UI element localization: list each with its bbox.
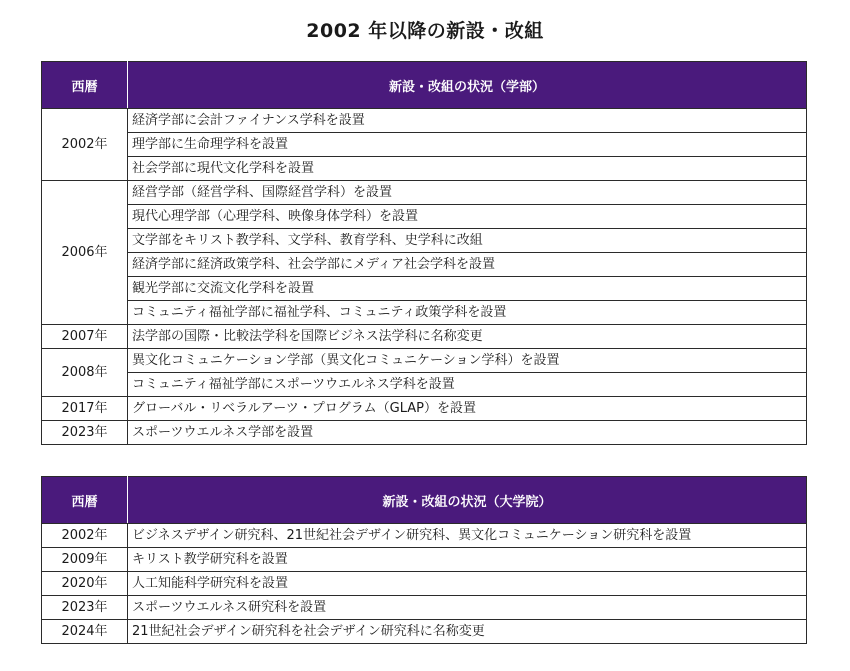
year-cell: 2023年 — [42, 421, 128, 445]
event-cell: 社会学部に現代文化学科を設置 — [128, 157, 807, 181]
event-cell: 現代心理学部（心理学科、映像身体学科）を設置 — [128, 205, 807, 229]
table-row — [42, 277, 807, 301]
table-row — [42, 325, 807, 349]
table-row — [42, 596, 807, 620]
year-cell: 2020年 — [42, 572, 128, 596]
table-row — [42, 253, 807, 277]
year-cell: 2009年 — [42, 548, 128, 572]
table-row — [42, 205, 807, 229]
year-cell: 2024年 — [42, 620, 128, 644]
table-row — [42, 620, 807, 644]
year-cell: 2007年 — [42, 325, 128, 349]
event-cell: 21世紀社会デザイン研究科を社会デザイン研究科に名称変更 — [128, 620, 807, 644]
table-row — [42, 524, 807, 548]
year-cell: 2017年 — [42, 397, 128, 421]
event-cell: 人工知能科学研究科を設置 — [128, 572, 807, 596]
event-cell: 経済学部に会計ファイナンス学科を設置 — [128, 109, 807, 133]
year-cell: 2002年 — [42, 109, 128, 181]
table-header-row — [42, 62, 807, 109]
event-cell: コミュニティ福祉学部に福祉学科、コミュニティ政策学科を設置 — [128, 301, 807, 325]
table-row — [42, 548, 807, 572]
event-cell: スポーツウエルネス学部を設置 — [128, 421, 807, 445]
table-row — [42, 572, 807, 596]
graduate-table — [41, 476, 807, 644]
event-cell: キリスト教学研究科を設置 — [128, 548, 807, 572]
table-row — [42, 301, 807, 325]
year-cell: 2002年 — [42, 524, 128, 548]
event-cell: 法学部の国際・比較法学科を国際ビジネス法学科に名称変更 — [128, 325, 807, 349]
event-cell: 理学部に生命理学科を設置 — [128, 133, 807, 157]
event-cell: 経営学部（経営学科、国際経営学科）を設置 — [128, 181, 807, 205]
table-row — [42, 133, 807, 157]
year-column-header: 西暦 — [42, 62, 128, 109]
table-row — [42, 349, 807, 373]
table-row — [42, 229, 807, 253]
status-column-header: 新設・改組の状況（学部） — [128, 62, 807, 109]
year-cell: 2023年 — [42, 596, 128, 620]
event-cell: グローバル・リベラルアーツ・プログラム（GLAP）を設置 — [128, 397, 807, 421]
event-cell: 観光学部に交流文化学科を設置 — [128, 277, 807, 301]
table-row — [42, 157, 807, 181]
year-cell: 2008年 — [42, 349, 128, 397]
table-header-row — [42, 477, 807, 524]
page-title: 2002 年以降の新設・改組 — [306, 20, 544, 42]
event-cell: ビジネスデザイン研究科、21世紀社会デザイン研究科、異文化コミュニケーション研究科を設置 — [128, 524, 807, 548]
year-column-header: 西暦 — [42, 477, 128, 524]
event-cell: 文学部をキリスト教学科、文学科、教育学科、史学科に改組 — [128, 229, 807, 253]
event-cell: コミュニティ福祉学部にスポーツウエルネス学科を設置 — [128, 373, 807, 397]
table-row — [42, 181, 807, 205]
event-cell: 異文化コミュニケーション学部（異文化コミュニケーション学科）を設置 — [128, 349, 807, 373]
table-row — [42, 421, 807, 445]
table-row — [42, 373, 807, 397]
table-row — [42, 397, 807, 421]
event-cell: スポーツウエルネス研究科を設置 — [128, 596, 807, 620]
undergrad-table — [41, 61, 807, 445]
year-cell: 2006年 — [42, 181, 128, 325]
event-cell: 経済学部に経済政策学科、社会学部にメディア社会学科を設置 — [128, 253, 807, 277]
table-row — [42, 109, 807, 133]
status-column-header: 新設・改組の状況（大学院） — [128, 477, 807, 524]
